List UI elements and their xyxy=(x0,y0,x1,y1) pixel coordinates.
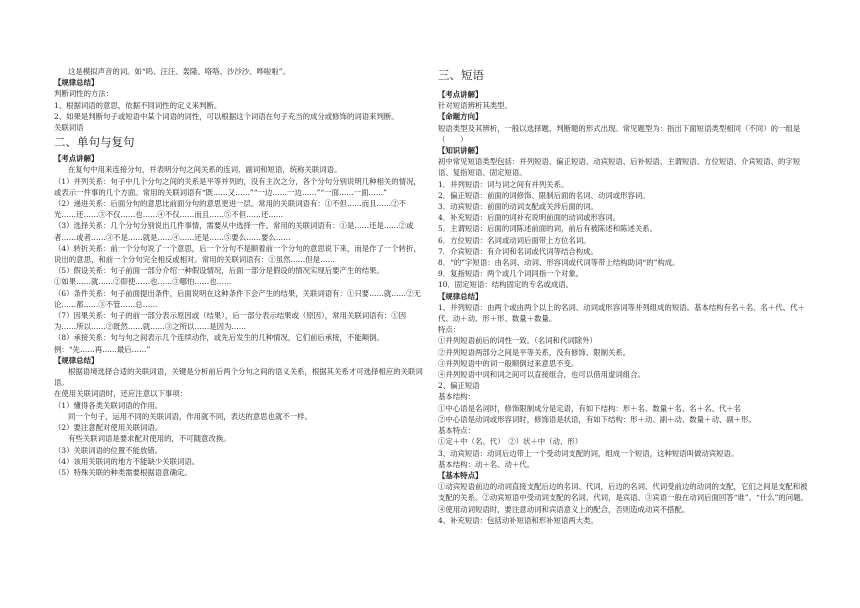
left-paragraph: （3）选择关系：几个分句分别说出几件事情，需要从中选择一件。常用的关联词语有：①是……还是……②或者……或者……③不是……就是……④……还是……⑤要么……要么…… xyxy=(54,221,414,242)
left-paragraph: 在复句中用来连接分句，并表明分句之间关系的连词、副词和短语，统称关联词语。 xyxy=(68,165,342,175)
right-paragraph: 2、偏正短语 xyxy=(438,381,480,391)
right-paragraph: 1、并列短语：由两个或由两个以上的名词、动词或形容词等并列组成的短语。基本结构有名＋名、名＋代、代＋代、动＋动、形＋形、数量＋数量。 xyxy=(438,302,805,324)
left-paragraph: （3）关联词语的位置不能放错。 xyxy=(54,445,163,455)
right-paragraph: 短语类型及其辨析，一般以选择题、判断题的形式出现。常见题型为：指出下面短语类型相同（不同）的一组是（ ） xyxy=(438,123,801,144)
left-paragraph: 根据语境选择合适的关联词语，关键是分析前后两个分句之间的语义关系，根据其关系才可选择相应的关联词语。 xyxy=(54,367,423,388)
right-paragraph: ④并列短语中词和词之间可以直接组合，也可以借用虚词组合。 xyxy=(438,370,645,380)
left-paragraph: （7）因果关系：句子的前一部分表示原因或（结果），后一部分表示结果或（原因），常用关联词语有：①因为……所以……②既然……就……③之所以……是因为…… xyxy=(54,311,407,332)
right-paragraph: ①中心语是名词时，修饰限制成分是定语，有如下结构：形＋名、数量＋名、名＋名、代＋名 xyxy=(438,403,742,413)
right-column xyxy=(438,68,812,526)
section-heading: 二、单句与复句 xyxy=(54,135,135,150)
left-paragraph: 2、如果是判断句子或短语中某个词语的词性，可以根据这个词语在句子充当的成分或修饰的词语来判断。 xyxy=(54,111,399,121)
left-paragraph: ①如果……就……②即使……也……③哪怕……也…… xyxy=(54,277,232,287)
right-paragraph: ②中心语是动词或形容词时，修饰语是状语，有如下结构：形＋动、副＋动、数量＋动、副＋形。 xyxy=(438,414,756,424)
left-paragraph: （1）并列关系：句子中几个分句之间的关系是平等并列的，没有主次之分，各个分句分别说明几种相关的情况，或表示一件事的几个方面。常用的关联词语有“既……又……”“一边……一边……”“一面……一面……” xyxy=(54,176,421,197)
section-label: 【规律总结】 xyxy=(54,355,99,365)
right-paragraph: 8．“的”字短语：由名词、动词、形容词或代词等带上结构助词“的”构成。 xyxy=(438,258,680,268)
right-paragraph: 4、补充短语：包括动补短语和形补短语两大类。 xyxy=(438,515,598,525)
right-paragraph: 特点： xyxy=(438,325,461,335)
section-label: 【知识讲解】 xyxy=(438,146,483,156)
right-paragraph: 5．主谓短语：后面的词陈述前面的词，前后有被陈述和陈述关系。 xyxy=(438,224,658,234)
right-paragraph: 6．方位短语：名词或动词后面带上方位名词。 xyxy=(438,235,591,245)
right-paragraph: 3．动宾短语：前面的动词支配或关涉后面的词。 xyxy=(438,202,598,212)
right-paragraph: 基本结构： xyxy=(438,392,475,402)
section-label: 【命题方向】 xyxy=(438,112,483,122)
left-paragraph: 关联词语 xyxy=(54,123,84,133)
right-paragraph: 9．复指短语：两个或几个词同指一个对象。 xyxy=(438,269,584,279)
left-paragraph: （2）要注意配对使用关联词语。 xyxy=(54,423,163,433)
right-paragraph: 7．介宾短语：有介词和名词或代词等结合构成。 xyxy=(438,246,598,256)
left-paragraph: 判断词性的方法： xyxy=(54,89,114,99)
right-paragraph: ③并列短语中的词一般顺倒过来意思不变。 xyxy=(438,358,579,368)
right-paragraph: ①定＋中（名、代） ②）状＋中（动、形） xyxy=(438,437,583,447)
left-paragraph: 在使用关联词语时，还应注意以下事项： xyxy=(54,389,188,399)
section-label: 【规律总结】 xyxy=(54,78,99,88)
right-paragraph: 4．补充短语：后面的词补充说明前面的动词或形容词。 xyxy=(438,213,621,223)
left-paragraph: （1）懂得各类关联词语的作用。 xyxy=(54,400,163,410)
right-paragraph: 10．固定短语：结构固定的专名或成语。 xyxy=(438,280,574,290)
right-paragraph: 基本特点： xyxy=(438,426,475,436)
left-paragraph: 有些关联词语是要求配对使用的，不可随意改换。 xyxy=(68,434,231,444)
section-heading: 三、短语 xyxy=(438,68,484,82)
right-paragraph: ②并列短语两部分之间是平等关系，没有修饰、限制关系。 xyxy=(438,347,631,357)
left-paragraph: 这是模拟声音的词。如“呜、汪汪、轰隆、咯咯、沙沙沙、哗啦啦”。 xyxy=(68,67,290,76)
left-paragraph: （6）条件关系：句子前面提出条件，后面说明在这种条件下会产生的结果，关联词语有：①只要……就……②无论……都……③不管……总…… xyxy=(54,288,421,309)
right-paragraph: ①动宾短语前边的动词直接支配后边的名词、代词，后边的名词、代词受前边的动词的支配，它们之间是支配和被支配的关系。②动宾短语中受动词支配的名词、代词，是宾语。③宾语一般在动词后面回答“谁”、“什么”的问题。④使用动词短语时，要注意动词和宾语意义上的配合，否则造成动宾不搭配。 xyxy=(438,482,808,514)
right-paragraph: 2．偏正短语：前面的词修饰、限制后面的名词、动词或形容词。 xyxy=(438,190,650,200)
right-paragraph: 1．并列短语：词与词之间有并列关系。 xyxy=(438,179,569,189)
left-paragraph: （4）转折关系：前一个分句说了一个意思，后一个分句不是顺着前一个分句的意思说下来，而是作了一个转折，说出的意思，和前一个分句完全相反或相对。常用的关联词语有：①虽然……但是…… xyxy=(54,243,421,265)
left-paragraph: （5）特殊关联的种类需要根据语意确定。 xyxy=(54,467,192,477)
left-paragraph: 1、根据词语的意思，依据不同词性的定义来判断。 xyxy=(54,100,222,110)
right-paragraph: ①并列短语前后的词性一致。（名词和代词除外） xyxy=(438,336,597,346)
right-paragraph: 针对短语辨析其类型。 xyxy=(438,101,512,111)
left-paragraph: （5）假设关系：句子前面一部分介绍一种假设情况，后面一部分是假设的情况实现后要产生的结果。 xyxy=(54,266,384,276)
section-label: 【考点讲解】 xyxy=(438,90,483,99)
left-column xyxy=(54,66,426,478)
section-label: 【规律总结】 xyxy=(438,291,483,301)
right-paragraph: 3、动宾短语：动词后边带上一个受动词支配的词，组成一个短语，这种短语叫做动宾短语。 xyxy=(438,448,739,458)
section-label: 【考点讲解】 xyxy=(54,154,99,164)
left-paragraph: （4）该用关联词的地方不能缺少关联词语。 xyxy=(54,456,200,466)
right-paragraph: 初中常见短语类型包括：并列短语、偏正短语、动宾短语、后补短语、主谓短语、方位短语、介宾短语、的字短语、复指短语、固定短语。 xyxy=(438,157,801,178)
left-paragraph: 例：“先……再……最后……” xyxy=(54,344,151,354)
left-paragraph: （2）递进关系：后面分句的意思比前面分句的意思更进一层。常用的关联词语有：①不但……而且……②不光……还……③不仅……也……④不仅……而且……⑤不但……还…… xyxy=(54,199,407,220)
left-paragraph: 同一个句子，运用不同的关联词语，作用就不同，表达的意思也就不一样。 xyxy=(68,411,312,421)
left-paragraph: （8）承接关系：句与句之间表示几个连续动作，或先后发生的几种情况，它们前后承接，不能颠倒。 xyxy=(54,333,384,343)
right-paragraph: 基本结构：动＋名、动＋代。 xyxy=(438,459,535,469)
section-label: 【基本特点】 xyxy=(438,470,483,480)
